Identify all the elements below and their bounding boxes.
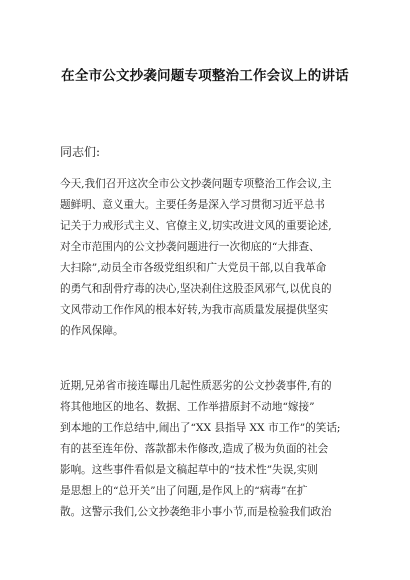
paragraph-line: 今天,我们召开这次全市公文抄袭问题专项整治工作会议,主: [60, 178, 332, 190]
paragraph-line: 散。这警示我们,公文抄袭绝非小事小节,而是检验我们政治: [60, 506, 332, 518]
paragraph-line: 文风带动工作作风的根本好转,为我市高质量发展提供坚实: [60, 304, 329, 316]
document-title: 在全市公文抄袭问题专项整治工作会议上的讲话: [61, 68, 349, 84]
paragraph-line: 有的甚至连年份、落款都未作修改,造成了极为负面的社会: [60, 443, 329, 455]
paragraph-2: [60, 376, 354, 523]
paragraph-1: [60, 174, 354, 342]
paragraph-line: 记关于力戒形式主义、官僚主义,切实改进文风的重要论述,: [60, 220, 332, 232]
paragraph-line: 影响。这些事件看似是文稿起草中的“技术性”失误,实则: [60, 464, 318, 476]
paragraph-line: 到本地的工作总结中,闹出了“XX 县指导 XX 市工作”的笑话;: [60, 422, 341, 434]
salutation: 同志们:: [60, 145, 101, 159]
paragraph-line: 将其他地区的地名、数据、工作举措原封不动地“嫁接”: [60, 401, 315, 413]
paragraph-line: 近期,兄弟省市接连曝出几起性质恶劣的公文抄袭事件,有的: [60, 380, 332, 392]
paragraph-line: 是思想上的“总开关”出了问题,是作风上的“病毒”在扩: [60, 485, 308, 497]
paragraph-line: 的作风保障。: [60, 325, 124, 337]
paragraph-line: 题鲜明、意义重大。主要任务是深入学习贯彻习近平总书: [60, 199, 325, 211]
paragraph-line: 大扫除”,动员全市各级党组织和广大党员干部,以自我革命: [60, 262, 327, 274]
paragraph-line: 对全市范围内的公文抄袭问题进行一次彻底的“大排查、: [60, 241, 320, 253]
paragraph-line: 的勇气和刮骨疗毒的决心,坚决刹住这股歪风邪气,以优良的: [60, 283, 332, 295]
